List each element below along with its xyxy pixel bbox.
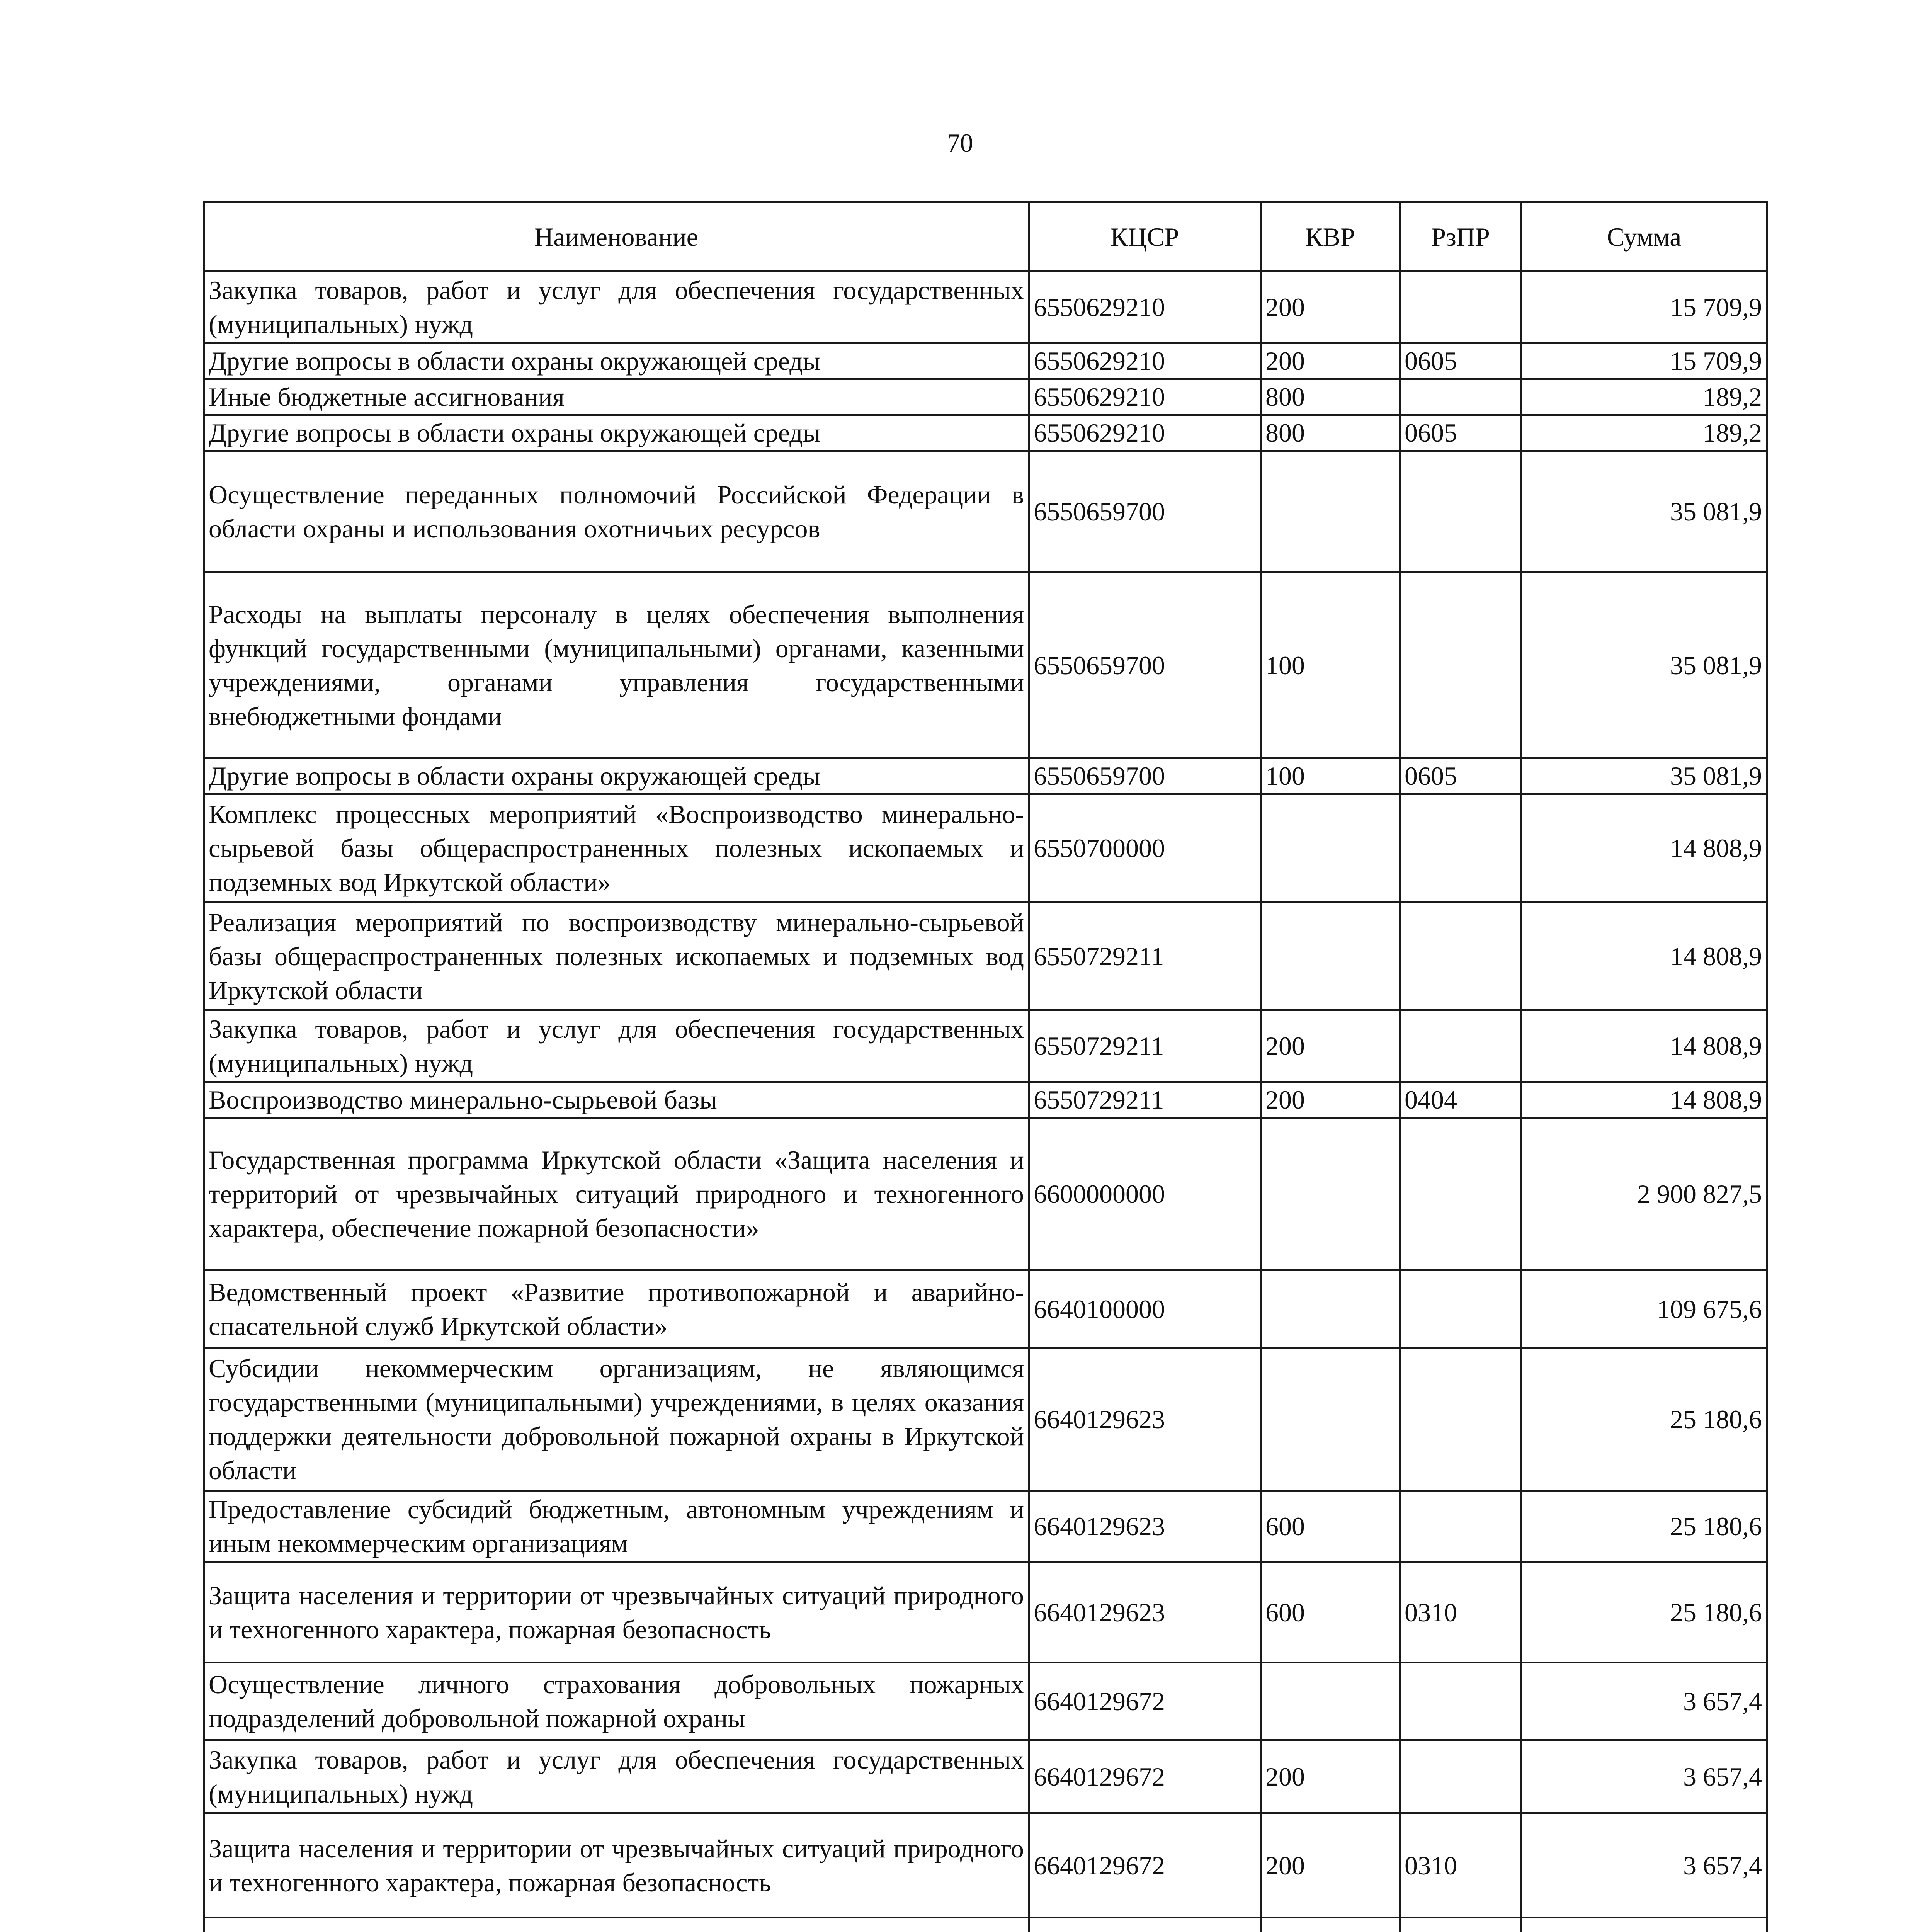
cell-name: Государственная программа Иркутской области «Защита населения и территорий от чрезвычайных ситуаций природного и техногенного характера, обеспечение пожарной безопасности» (204, 1118, 1029, 1270)
table-row (204, 1270, 1767, 1348)
cell-name: Ведомственный проект «Развитие противопожарной и аварийно-спасательной служб Иркутской области» (204, 1270, 1029, 1348)
table-row (204, 1082, 1767, 1118)
cell-sum: 14 808,9 (1522, 794, 1767, 902)
cell-kvr (1261, 1270, 1400, 1348)
cell-sum: 25 180,6 (1522, 1348, 1767, 1491)
cell-sum: 2 900 827,5 (1522, 1118, 1767, 1270)
cell-kvr: 200 (1261, 1010, 1400, 1082)
table-row (204, 573, 1767, 758)
cell-rzpr (1400, 1491, 1522, 1562)
table-row (204, 1348, 1767, 1491)
cell-name: Закупка товаров, работ и услуг для обеспечения государственных (муниципальных) нужд (204, 1010, 1029, 1082)
cell-sum (1522, 1918, 1767, 1932)
cell-rzpr (1400, 794, 1522, 902)
cell-kvr: 600 (1261, 1491, 1400, 1562)
cell-rzpr: 0605 (1400, 415, 1522, 451)
cell-name: Закупка товаров, работ и услуг для обеспечения государственных (муниципальных) нужд (204, 272, 1029, 343)
header-rzpr: РзПР (1400, 202, 1522, 272)
cell-name: Защита населения и территории от чрезвычайных ситуаций природного и техногенного характера, пожарная безопасность (204, 1562, 1029, 1663)
cell-code: 6640129672 (1029, 1663, 1261, 1740)
cell-sum: 3 657,4 (1522, 1813, 1767, 1918)
cell-kvr (1261, 451, 1400, 573)
table-row (204, 451, 1767, 573)
cell-name: Расходы на выплаты персоналу в целях обеспечения выполнения функций государственными (муниципальными) органами, казенными учреждениями, органами управления государственными внебюджетными фондами (204, 573, 1029, 758)
cell-sum: 25 180,6 (1522, 1562, 1767, 1663)
cell-code (1029, 1918, 1261, 1932)
header-sum: Сумма (1522, 202, 1767, 272)
cell-name: Осуществление личного страхования добровольных пожарных подразделений добровольной пожарной охраны (204, 1663, 1029, 1740)
cell-sum: 3 657,4 (1522, 1663, 1767, 1740)
cell-sum: 15 709,9 (1522, 343, 1767, 379)
cell-rzpr: 0605 (1400, 758, 1522, 794)
cell-code: 6640129672 (1029, 1813, 1261, 1918)
cell-name: Иные бюджетные ассигнования (204, 379, 1029, 415)
cell-rzpr (1400, 379, 1522, 415)
cell-name: Субсидии некоммерческим организациям, не являющимся государственными (муниципальными) учреждениями, в целях оказания поддержки деятельности добровольной пожарной охраны в Иркутской области (204, 1348, 1029, 1491)
table-row (204, 1118, 1767, 1270)
cell-sum: 15 709,9 (1522, 272, 1767, 343)
cell-name: Предоставление субсидий бюджетным, автономным учреждениям и иным некоммерческим организациям (204, 1491, 1029, 1562)
cell-name: Закупка товаров, работ и услуг для обеспечения государственных (муниципальных) нужд (204, 1740, 1029, 1813)
table-row (204, 758, 1767, 794)
cell-kvr: 800 (1261, 379, 1400, 415)
cell-kvr: 100 (1261, 573, 1400, 758)
cell-kvr: 800 (1261, 415, 1400, 451)
cell-code: 6550659700 (1029, 758, 1261, 794)
cell-sum: 35 081,9 (1522, 758, 1767, 794)
cell-kvr (1261, 1663, 1400, 1740)
cell-name: Реализация мероприятий по воспроизводству минерально-сырьевой базы общераспространенных полезных ископаемых и подземных вод Иркутской области (204, 902, 1029, 1010)
cell-rzpr (1400, 902, 1522, 1010)
cell-rzpr (1400, 1918, 1522, 1932)
cell-code: 6600000000 (1029, 1118, 1261, 1270)
cell-kvr: 200 (1261, 272, 1400, 343)
cell-code: 6550629210 (1029, 379, 1261, 415)
cell-code: 6550659700 (1029, 573, 1261, 758)
cell-rzpr (1400, 1010, 1522, 1082)
cell-name: Другие вопросы в области охраны окружающей среды (204, 758, 1029, 794)
table-row (204, 379, 1767, 415)
cell-kvr (1261, 1118, 1400, 1270)
cell-rzpr (1400, 1270, 1522, 1348)
table-row (204, 902, 1767, 1010)
cell-name: Осуществление переданных полномочий Российской Федерации в области охраны и использования охотничьих ресурсов (204, 451, 1029, 573)
cell-kvr (1261, 794, 1400, 902)
cell-name: Другие вопросы в области охраны окружающей среды (204, 415, 1029, 451)
cell-rzpr (1400, 272, 1522, 343)
budget-table (203, 201, 1768, 1932)
cell-rzpr: 0310 (1400, 1813, 1522, 1918)
cell-code: 6640129623 (1029, 1348, 1261, 1491)
cell-rzpr (1400, 1663, 1522, 1740)
table-row (204, 272, 1767, 343)
cell-code: 6640129623 (1029, 1562, 1261, 1663)
cell-code: 6550659700 (1029, 451, 1261, 573)
table-header-row (204, 202, 1767, 272)
cell-name: Другие вопросы в области охраны окружающей среды (204, 343, 1029, 379)
cell-sum: 109 675,6 (1522, 1270, 1767, 1348)
cell-name: Защита населения и территории от чрезвычайных ситуаций природного и техногенного характера, пожарная безопасность (204, 1813, 1029, 1918)
cell-sum: 3 657,4 (1522, 1740, 1767, 1813)
cell-code: 6640129672 (1029, 1740, 1261, 1813)
cell-code: 6550629210 (1029, 343, 1261, 379)
cell-rzpr: 0310 (1400, 1562, 1522, 1663)
cell-sum: 14 808,9 (1522, 1082, 1767, 1118)
table-row (204, 1491, 1767, 1562)
cell-sum: 35 081,9 (1522, 573, 1767, 758)
cell-rzpr: 0605 (1400, 343, 1522, 379)
header-kvr: КВР (1261, 202, 1400, 272)
table-row (204, 1010, 1767, 1082)
cell-rzpr: 0404 (1400, 1082, 1522, 1118)
cell-kvr: 200 (1261, 1740, 1400, 1813)
cell-kvr: 100 (1261, 758, 1400, 794)
table-row (204, 1663, 1767, 1740)
cell-sum: 189,2 (1522, 415, 1767, 451)
cell-rzpr (1400, 1118, 1522, 1270)
cell-code: 6550700000 (1029, 794, 1261, 902)
cell-sum: 189,2 (1522, 379, 1767, 415)
cell-kvr: 200 (1261, 1082, 1400, 1118)
cell-rzpr (1400, 451, 1522, 573)
table-row (204, 794, 1767, 902)
cell-rzpr (1400, 573, 1522, 758)
cell-sum: 14 808,9 (1522, 1010, 1767, 1082)
table-body (204, 272, 1767, 1932)
cell-sum: 14 808,9 (1522, 902, 1767, 1010)
table-row (204, 1813, 1767, 1918)
cell-name: Комплекс процессных мероприятий «Воспроизводство минерально-сырьевой базы общераспространенных полезных ископаемых и подземных вод Иркутской области» (204, 794, 1029, 902)
cell-code: 6640100000 (1029, 1270, 1261, 1348)
cell-code: 6640129623 (1029, 1491, 1261, 1562)
cell-sum: 35 081,9 (1522, 451, 1767, 573)
cell-kvr (1261, 902, 1400, 1010)
table-row (204, 1740, 1767, 1813)
table-row (204, 343, 1767, 379)
cell-name (204, 1918, 1029, 1932)
cell-kvr: 600 (1261, 1562, 1400, 1663)
cell-rzpr (1400, 1348, 1522, 1491)
cell-kvr: 200 (1261, 1813, 1400, 1918)
cell-kvr (1261, 1918, 1400, 1932)
cell-kvr: 200 (1261, 343, 1400, 379)
cell-code: 6550729211 (1029, 1082, 1261, 1118)
page-number: 70 (947, 128, 973, 158)
cell-name: Воспроизводство минерально-сырьевой базы (204, 1082, 1029, 1118)
table-row (204, 415, 1767, 451)
cell-code: 6550629210 (1029, 272, 1261, 343)
table-row (204, 1918, 1767, 1932)
header-code: КЦСР (1029, 202, 1261, 272)
table-row (204, 1562, 1767, 1663)
cell-code: 6550729211 (1029, 1010, 1261, 1082)
cell-code: 6550629210 (1029, 415, 1261, 451)
cell-rzpr (1400, 1740, 1522, 1813)
cell-kvr (1261, 1348, 1400, 1491)
cell-sum: 25 180,6 (1522, 1491, 1767, 1562)
cell-code: 6550729211 (1029, 902, 1261, 1010)
header-name: Наименование (204, 202, 1029, 272)
